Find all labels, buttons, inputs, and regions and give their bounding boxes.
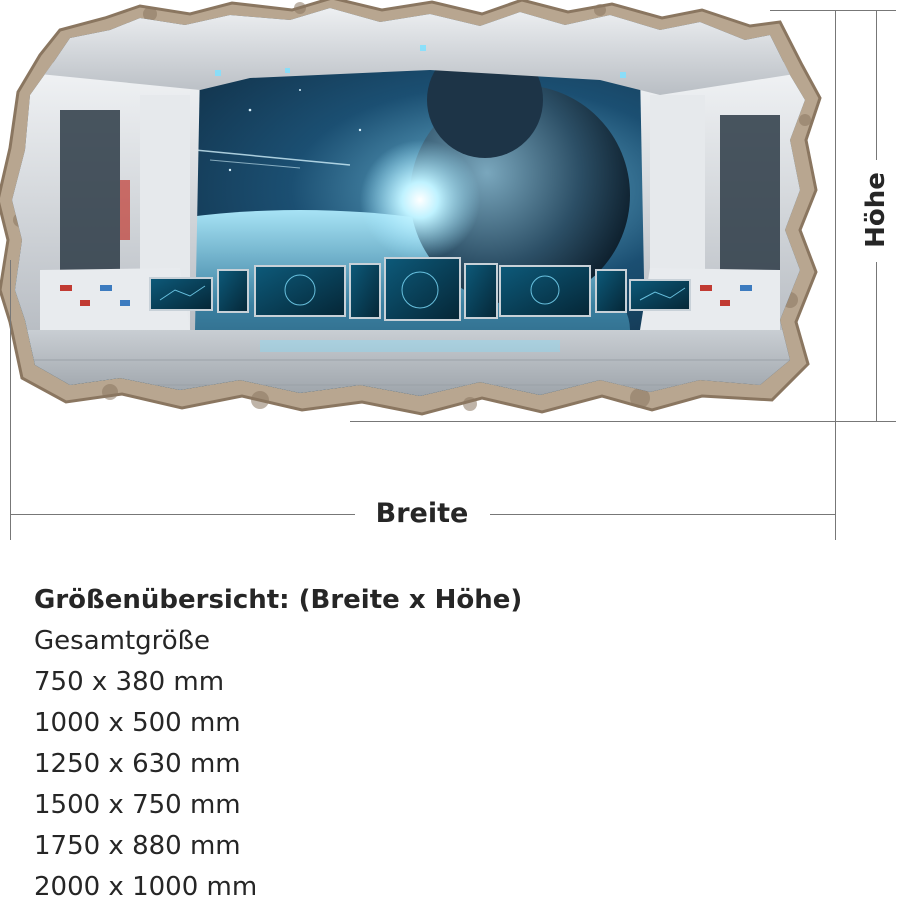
size-item: 1250 x 630 mm	[34, 749, 241, 779]
width-dimension-line-right	[490, 514, 835, 515]
height-dimension-line-top	[876, 10, 877, 160]
height-dimension-line-bottom	[876, 262, 877, 422]
size-item: 1000 x 500 mm	[34, 708, 241, 738]
height-dimension-tick-bottom	[350, 421, 896, 422]
width-label: Breite	[362, 494, 482, 534]
height-dimension-tick-top	[770, 10, 896, 11]
width-dimension-line-left	[10, 514, 355, 515]
size-item: 1750 x 880 mm	[34, 831, 241, 861]
size-overview	[34, 580, 634, 908]
spaceship-scene	[0, 0, 820, 440]
height-label: Höhe	[860, 164, 892, 256]
product-image	[0, 0, 900, 440]
size-item: 2000 x 1000 mm	[34, 872, 258, 902]
width-dimension-tick-right	[835, 10, 836, 540]
width-dimension-tick-left	[10, 260, 11, 540]
size-item: 1500 x 750 mm	[34, 790, 241, 820]
size-overview-heading: Größenübersicht: (Breite x Höhe)	[34, 585, 523, 615]
total-size-label: Gesamtgröße	[34, 626, 211, 656]
size-item: 750 x 380 mm	[34, 667, 225, 697]
size-list	[34, 662, 634, 908]
